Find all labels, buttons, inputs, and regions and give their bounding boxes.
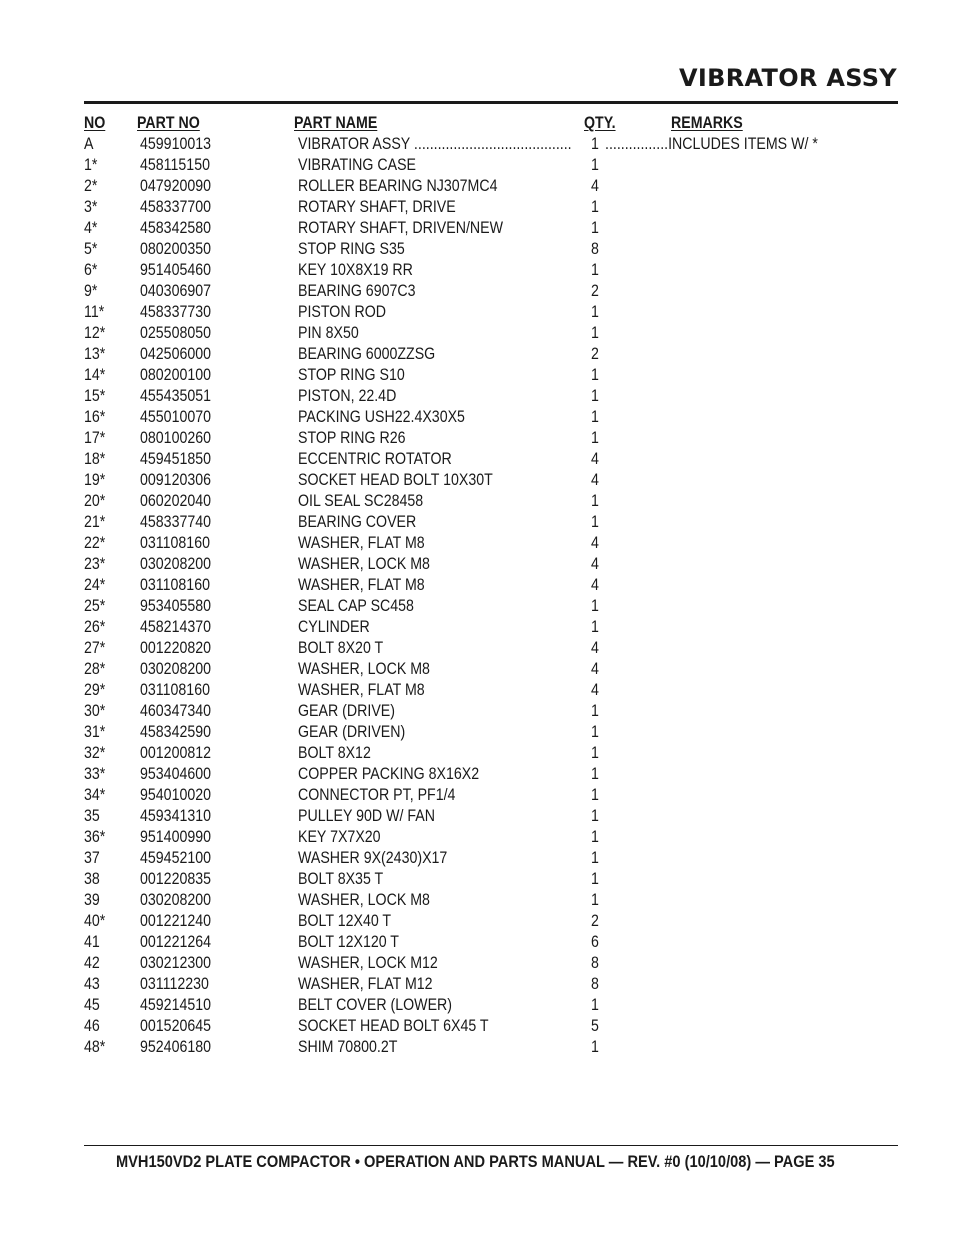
row-part-no: 025508050 xyxy=(140,324,212,342)
row-remarks: ................INCLUDES ITEMS W/ * xyxy=(605,135,818,153)
row-no: 3* xyxy=(84,198,98,216)
row-no: 2* xyxy=(84,177,98,195)
row-part-no: 001220835 xyxy=(140,870,212,888)
table-row xyxy=(0,449,954,470)
row-no: 25* xyxy=(84,597,106,615)
row-part-name: CYLINDER xyxy=(298,618,370,636)
row-qty: 2 xyxy=(591,912,599,930)
row-qty: 1 xyxy=(591,765,599,783)
table-row xyxy=(0,596,954,617)
row-no: 34* xyxy=(84,786,106,804)
row-part-no: 459214510 xyxy=(140,996,212,1014)
row-part-no: 042506000 xyxy=(140,345,212,363)
row-part-no: 031112230 xyxy=(140,975,209,993)
page-title: VIBRATOR ASSY xyxy=(679,64,897,92)
row-qty: 2 xyxy=(591,282,599,300)
row-part-name: PACKING USH22.4X30X5 xyxy=(298,408,465,426)
row-part-name: WASHER, LOCK M12 xyxy=(298,954,438,972)
row-qty: 1 xyxy=(591,597,599,615)
row-no: 43 xyxy=(84,975,100,993)
row-part-name: ROTARY SHAFT, DRIVEN/NEW xyxy=(298,219,504,237)
row-qty: 4 xyxy=(591,639,599,657)
table-row xyxy=(0,995,954,1016)
table-row xyxy=(0,827,954,848)
row-part-name: BOLT 12X120 T xyxy=(298,933,399,951)
row-part-no: 458337730 xyxy=(140,303,212,321)
row-part-no: 001200812 xyxy=(140,744,212,762)
row-no: 4* xyxy=(84,219,98,237)
row-part-name: SHIM 70800.2T xyxy=(298,1038,398,1056)
row-qty: 4 xyxy=(591,450,599,468)
row-qty: 4 xyxy=(591,534,599,552)
row-no: 16* xyxy=(84,408,106,426)
row-part-no: 009120306 xyxy=(140,471,212,489)
row-part-name: WASHER, FLAT M8 xyxy=(298,576,425,594)
header-qty: QTY. xyxy=(584,114,616,132)
row-part-name: CONNECTOR PT, PF1/4 xyxy=(298,786,456,804)
row-qty: 1 xyxy=(591,366,599,384)
row-part-name: SOCKET HEAD BOLT 10X30T xyxy=(298,471,493,489)
row-part-no: 030208200 xyxy=(140,555,212,573)
table-row xyxy=(0,575,954,596)
row-part-no: 458115150 xyxy=(140,156,210,174)
row-part-no: 458342590 xyxy=(140,723,212,741)
row-qty: 1 xyxy=(591,261,599,279)
row-part-no: 031108160 xyxy=(140,576,210,594)
row-qty: 2 xyxy=(591,345,599,363)
row-no: 38 xyxy=(84,870,100,888)
table-row xyxy=(0,932,954,953)
row-qty: 8 xyxy=(591,954,599,972)
row-qty: 4 xyxy=(591,177,599,195)
table-row xyxy=(0,134,954,155)
row-no: 33* xyxy=(84,765,106,783)
row-no: 12* xyxy=(84,324,106,342)
row-no: 18* xyxy=(84,450,106,468)
row-qty: 6 xyxy=(591,933,599,951)
table-header xyxy=(0,113,954,134)
row-no: 46 xyxy=(84,1017,100,1035)
table-row xyxy=(0,848,954,869)
row-part-no: 458337700 xyxy=(140,198,212,216)
row-part-no: 080100260 xyxy=(140,429,212,447)
row-part-name: KEY 7X7X20 xyxy=(298,828,381,846)
table-row xyxy=(0,155,954,176)
row-no: 42 xyxy=(84,954,100,972)
row-qty: 1 xyxy=(591,135,599,153)
table-row xyxy=(0,764,954,785)
row-no: 27* xyxy=(84,639,106,657)
row-qty: 1 xyxy=(591,891,599,909)
table-row xyxy=(0,407,954,428)
row-part-no: 460347340 xyxy=(140,702,212,720)
table-row xyxy=(0,638,954,659)
row-part-name: PISTON, 22.4D xyxy=(298,387,397,405)
row-part-no: 954010020 xyxy=(140,786,212,804)
table-row xyxy=(0,323,954,344)
row-part-name: WASHER, FLAT M8 xyxy=(298,534,425,552)
row-part-no: 031108160 xyxy=(140,681,210,699)
row-part-name: PULLEY 90D W/ FAN xyxy=(298,807,435,825)
table-row xyxy=(0,701,954,722)
row-no: 31* xyxy=(84,723,106,741)
row-no: 22* xyxy=(84,534,106,552)
row-no: 30* xyxy=(84,702,106,720)
row-part-name: BOLT 8X20 T xyxy=(298,639,384,657)
table-row xyxy=(0,1037,954,1058)
row-part-name: BEARING COVER xyxy=(298,513,417,531)
row-part-name: PISTON ROD xyxy=(298,303,387,321)
row-qty: 1 xyxy=(591,723,599,741)
table-row xyxy=(0,680,954,701)
row-part-no: 060202040 xyxy=(140,492,212,510)
row-part-name: STOP RING S35 xyxy=(298,240,405,258)
row-part-no: 001520645 xyxy=(140,1017,212,1035)
row-part-no: 953404600 xyxy=(140,765,212,783)
row-no: 39 xyxy=(84,891,100,909)
row-qty: 1 xyxy=(591,807,599,825)
row-no: 45 xyxy=(84,996,100,1014)
row-no: 13* xyxy=(84,345,106,363)
row-no: 26* xyxy=(84,618,106,636)
row-no: 1* xyxy=(84,156,98,174)
row-part-no: 455010070 xyxy=(140,408,212,426)
table-row xyxy=(0,470,954,491)
row-part-name: BOLT 8X35 T xyxy=(298,870,384,888)
row-no: 41 xyxy=(84,933,100,951)
row-part-name: BEARING 6907C3 xyxy=(298,282,416,300)
row-no: 15* xyxy=(84,387,106,405)
row-qty: 1 xyxy=(591,198,599,216)
row-part-name: BEARING 6000ZZSG xyxy=(298,345,436,363)
table-row xyxy=(0,365,954,386)
table-row xyxy=(0,953,954,974)
row-part-no: 951405460 xyxy=(140,261,212,279)
row-no: 17* xyxy=(84,429,106,447)
row-part-no: 953405580 xyxy=(140,597,212,615)
row-part-no: 030208200 xyxy=(140,891,212,909)
row-qty: 1 xyxy=(591,303,599,321)
row-part-name: ROLLER BEARING NJ307MC4 xyxy=(298,177,498,195)
header-remarks: REMARKS xyxy=(671,114,743,132)
row-no: 9* xyxy=(84,282,98,300)
row-qty: 1 xyxy=(591,429,599,447)
table-row xyxy=(0,617,954,638)
row-qty: 1 xyxy=(591,870,599,888)
row-part-name: KEY 10X8X19 RR xyxy=(298,261,413,279)
row-part-name: GEAR (DRIVE) xyxy=(298,702,395,720)
table-row xyxy=(0,302,954,323)
row-qty: 1 xyxy=(591,744,599,762)
row-no: 20* xyxy=(84,492,106,510)
table-row xyxy=(0,806,954,827)
row-no: A xyxy=(84,135,94,153)
row-no: 14* xyxy=(84,366,106,384)
table-row xyxy=(0,722,954,743)
row-qty: 1 xyxy=(591,702,599,720)
row-qty: 8 xyxy=(591,975,599,993)
table-row xyxy=(0,344,954,365)
row-qty: 1 xyxy=(591,849,599,867)
row-part-no: 458337740 xyxy=(140,513,212,531)
row-part-name: SEAL CAP SC458 xyxy=(298,597,414,615)
row-no: 11* xyxy=(84,303,105,321)
row-part-name: STOP RING R26 xyxy=(298,429,406,447)
row-no: 19* xyxy=(84,471,106,489)
row-part-name: BOLT 12X40 T xyxy=(298,912,392,930)
row-part-no: 001221240 xyxy=(140,912,212,930)
row-no: 36* xyxy=(84,828,106,846)
row-qty: 1 xyxy=(591,156,599,174)
row-qty: 1 xyxy=(591,513,599,531)
row-qty: 1 xyxy=(591,828,599,846)
row-qty: 1 xyxy=(591,408,599,426)
header-part-name: PART NAME xyxy=(294,114,378,132)
row-part-no: 459910013 xyxy=(140,135,212,153)
row-part-no: 458214370 xyxy=(140,618,212,636)
table-row xyxy=(0,239,954,260)
row-part-no: 459451850 xyxy=(140,450,212,468)
table-row xyxy=(0,281,954,302)
row-part-no: 040306907 xyxy=(140,282,212,300)
header-no: NO xyxy=(84,114,106,132)
row-part-no: 030212300 xyxy=(140,954,212,972)
row-part-name: ROTARY SHAFT, DRIVE xyxy=(298,198,456,216)
header-part-no: PART NO xyxy=(137,114,200,132)
row-part-no: 031108160 xyxy=(140,534,210,552)
row-qty: 1 xyxy=(591,1038,599,1056)
table-row xyxy=(0,512,954,533)
row-part-no: 459341310 xyxy=(140,807,212,825)
row-part-no: 459452100 xyxy=(140,849,212,867)
table-row xyxy=(0,869,954,890)
row-no: 5* xyxy=(84,240,98,258)
row-qty: 1 xyxy=(591,324,599,342)
row-part-no: 952406180 xyxy=(140,1038,212,1056)
row-qty: 4 xyxy=(591,471,599,489)
row-qty: 4 xyxy=(591,660,599,678)
table-row xyxy=(0,554,954,575)
row-no: 29* xyxy=(84,681,106,699)
table-row xyxy=(0,428,954,449)
row-part-name: OIL SEAL SC28458 xyxy=(298,492,424,510)
row-part-name: WASHER 9X(2430)X17 xyxy=(298,849,448,867)
row-part-name: WASHER, LOCK M8 xyxy=(298,660,430,678)
table-row xyxy=(0,785,954,806)
table-row xyxy=(0,218,954,239)
table-row xyxy=(0,491,954,512)
table-row xyxy=(0,659,954,680)
title-divider xyxy=(84,101,898,104)
parts-table xyxy=(0,113,954,1058)
footer-divider xyxy=(84,1145,898,1146)
row-part-name: WASHER, FLAT M8 xyxy=(298,681,425,699)
row-qty: 1 xyxy=(591,618,599,636)
row-no: 24* xyxy=(84,576,106,594)
row-part-no: 001221264 xyxy=(140,933,212,951)
row-qty: 5 xyxy=(591,1017,599,1035)
row-part-no: 455435051 xyxy=(140,387,212,405)
row-part-no: 951400990 xyxy=(140,828,212,846)
row-no: 6* xyxy=(84,261,98,279)
row-qty: 1 xyxy=(591,996,599,1014)
row-part-no: 458342580 xyxy=(140,219,212,237)
row-part-no: 001220820 xyxy=(140,639,212,657)
row-part-no: 047920090 xyxy=(140,177,212,195)
row-no: 48* xyxy=(84,1038,106,1056)
page-footer: MVH150VD2 PLATE COMPACTOR • OPERATION AND PARTS MANUAL — REV. #0 (10/10/08) — PAGE 35 xyxy=(116,1152,835,1171)
row-part-name: BOLT 8X12 xyxy=(298,744,371,762)
table-row xyxy=(0,197,954,218)
table-row xyxy=(0,890,954,911)
row-part-name: PIN 8X50 xyxy=(298,324,359,342)
row-part-name: VIBRATOR ASSY ........................................ xyxy=(298,135,572,153)
row-qty: 1 xyxy=(591,492,599,510)
row-qty: 8 xyxy=(591,240,599,258)
row-part-name: SOCKET HEAD BOLT 6X45 T xyxy=(298,1017,489,1035)
row-part-name: WASHER, LOCK M8 xyxy=(298,891,430,909)
row-part-no: 030208200 xyxy=(140,660,212,678)
table-row xyxy=(0,260,954,281)
row-no: 21* xyxy=(84,513,106,531)
row-part-name: WASHER, LOCK M8 xyxy=(298,555,430,573)
row-no: 32* xyxy=(84,744,106,762)
row-no: 28* xyxy=(84,660,106,678)
table-row xyxy=(0,974,954,995)
row-part-name: VIBRATING CASE xyxy=(298,156,417,174)
row-part-name: WASHER, FLAT M12 xyxy=(298,975,433,993)
row-qty: 4 xyxy=(591,555,599,573)
row-part-name: STOP RING S10 xyxy=(298,366,405,384)
row-no: 35 xyxy=(84,807,100,825)
row-qty: 1 xyxy=(591,786,599,804)
row-no: 23* xyxy=(84,555,106,573)
row-no: 40* xyxy=(84,912,106,930)
row-part-no: 080200100 xyxy=(140,366,212,384)
row-part-name: ECCENTRIC ROTATOR xyxy=(298,450,452,468)
row-qty: 4 xyxy=(591,681,599,699)
row-qty: 1 xyxy=(591,387,599,405)
row-part-name: GEAR (DRIVEN) xyxy=(298,723,406,741)
table-row xyxy=(0,386,954,407)
table-row xyxy=(0,1016,954,1037)
table-row xyxy=(0,533,954,554)
table-body xyxy=(0,134,954,1058)
row-part-no: 080200350 xyxy=(140,240,212,258)
row-qty: 4 xyxy=(591,576,599,594)
row-qty: 1 xyxy=(591,219,599,237)
row-part-name: COPPER PACKING 8X16X2 xyxy=(298,765,480,783)
table-row xyxy=(0,743,954,764)
row-no: 37 xyxy=(84,849,100,867)
row-part-name: BELT COVER (LOWER) xyxy=(298,996,453,1014)
table-row xyxy=(0,176,954,197)
table-row xyxy=(0,911,954,932)
